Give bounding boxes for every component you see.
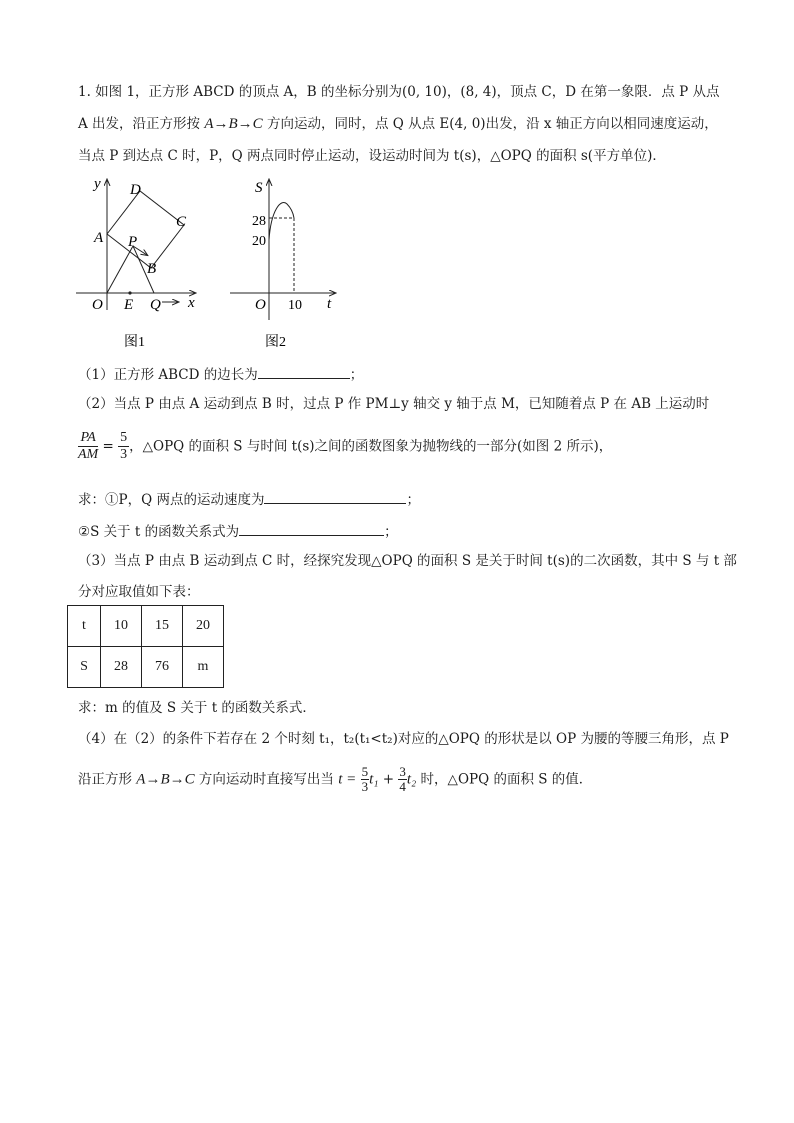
part-3-line-1: （3）当点 P 由点 B 运动到点 C 时，经探究发现△OPQ 的面积 S 是关于时间 t(s)的二次函数，其中 S 与 t 部 <box>78 553 737 569</box>
part-4-pre: 沿正方形 <box>78 771 137 788</box>
frac-numerator-5: 5 <box>120 430 128 445</box>
t2-symbol: t₂ <box>406 771 417 788</box>
table-row <box>68 647 224 688</box>
fig2-label-o: O <box>255 297 266 313</box>
table-cell: 28 <box>101 647 142 688</box>
fig1-label-c: C <box>176 214 187 230</box>
fraction-3-4-t2 <box>398 765 407 794</box>
frac-numerator: 5 <box>361 764 369 779</box>
part-2-q1 <box>78 489 420 509</box>
route-expression: A→B→C <box>204 116 263 132</box>
fraction-5-3 <box>118 430 129 463</box>
fig2-caption: 图2 <box>265 335 286 350</box>
equals-sign: = <box>102 438 114 455</box>
fig1-label-a: A <box>94 230 104 246</box>
fraction-5-3-t1 <box>361 765 370 794</box>
fig2-label-t: t <box>327 296 332 312</box>
frac-numerator-pa: PA <box>78 430 98 447</box>
problem-line-2-post: 方向运动，同时，点 Q 从点 E(4, 0)出发，沿 x 轴正方向以相同速度运动， <box>262 116 718 132</box>
part-3-ask: 求：m 的值及 S 关于 t 的函数关系式． <box>78 700 316 716</box>
part-2-after-fraction: ，△OPQ 的面积 S 与时间 t(s)之间的函数图象为抛物线的一部分(如图 2 所示)， <box>129 438 613 455</box>
part-2-q1-end: ； <box>406 492 420 508</box>
frac-denominator-am: AM <box>78 447 99 462</box>
frac-numerator: 3 <box>399 764 406 779</box>
part-1-end: ； <box>349 367 364 383</box>
point-e-dot <box>128 291 131 294</box>
problem-line-3: 当点 P 到达点 C 时，P，Q 两点同时停止运动，设运动时间为 t(s)，△OPQ 的面积 s(平方单位)． <box>78 148 666 164</box>
part-4-line-2 <box>78 765 592 805</box>
part-1 <box>78 364 363 384</box>
fig2-tick-10: 10 <box>288 298 302 313</box>
part-2-q1-text: 求：①P，Q 两点的运动速度为 <box>78 492 265 508</box>
table-cell: 15 <box>142 606 183 647</box>
fig1-label-p: P <box>128 234 138 250</box>
answer-blank-speed[interactable] <box>264 489 406 504</box>
fig1-label-d: D <box>130 182 141 198</box>
plus-sign: + <box>382 771 395 788</box>
table-row <box>68 606 224 647</box>
t1-symbol: t₁ <box>369 771 379 788</box>
fig1-caption: 图1 <box>124 335 145 350</box>
square-abcd <box>107 191 184 268</box>
frac-denominator-3: 3 <box>120 447 128 462</box>
figure-2 <box>225 170 355 355</box>
fraction-pa-am <box>78 430 98 463</box>
table-cell: S <box>68 647 101 688</box>
part-4-line-1: （4）在（2）的条件下若存在 2 个时刻 t₁，t₂(t₁<t₂)对应的△OPQ 的形状是以 OP 为腰的等腰三角形，点 P <box>78 731 729 747</box>
part-1-text: （1）正方形 ABCD 的边长为 <box>78 367 258 383</box>
part-2-q2-end: ； <box>384 524 398 540</box>
fig1-label-o: O <box>92 297 103 313</box>
fig1-label-q: Q <box>150 297 161 313</box>
table-cell: 20 <box>183 606 224 647</box>
part-4-mid: 方向运动时直接写出当 <box>194 771 339 788</box>
answer-blank-side-length[interactable] <box>258 364 350 379</box>
part-2-line-2 <box>78 430 612 470</box>
frac-denominator: 4 <box>399 779 406 794</box>
figure-1 <box>70 170 210 355</box>
table-cell: t <box>68 606 101 647</box>
route-expression-2: A→B→C <box>136 771 195 788</box>
fig1-label-x: x <box>188 295 195 311</box>
problem-line-1: 1. 如图 1，正方形 ABCD 的顶点 A，B 的坐标分别为(0, 10)，(8, 4)，顶点 C，D 在第一象限．点 P 从点 <box>78 84 720 100</box>
fig1-label-y: y <box>94 176 101 192</box>
value-table <box>67 605 224 688</box>
fig2-tick-28: 28 <box>252 214 266 229</box>
part-4-post: 时，△OPQ 的面积 S 的值． <box>416 771 593 788</box>
part-3-line-2: 分对应取值如下表： <box>78 584 200 600</box>
table-cell: 10 <box>101 606 142 647</box>
frac-denominator: 3 <box>361 779 369 794</box>
table-cell: m <box>183 647 224 688</box>
t-equals: t = <box>338 771 357 788</box>
part-2-q2-text: ②S 关于 t 的函数关系式为 <box>78 524 240 540</box>
fig1-label-b: B <box>147 261 157 277</box>
part-2-q2 <box>78 521 398 541</box>
part-2-line-1: （2）当点 P 由点 A 运动到点 B 时，过点 P 作 PM⊥y 轴交 y 轴于点 M，已知随着点 P 在 AB 上运动时 <box>78 396 710 412</box>
fig2-label-s: S <box>255 180 263 196</box>
problem-line-2 <box>78 115 718 133</box>
table-cell: 76 <box>142 647 183 688</box>
fig1-label-e: E <box>124 297 134 313</box>
fig2-parabola-curve <box>269 203 294 241</box>
answer-blank-function[interactable] <box>239 521 384 536</box>
fig2-tick-20: 20 <box>252 234 266 249</box>
problem-line-2-pre: A 出发，沿正方形按 <box>78 116 205 132</box>
